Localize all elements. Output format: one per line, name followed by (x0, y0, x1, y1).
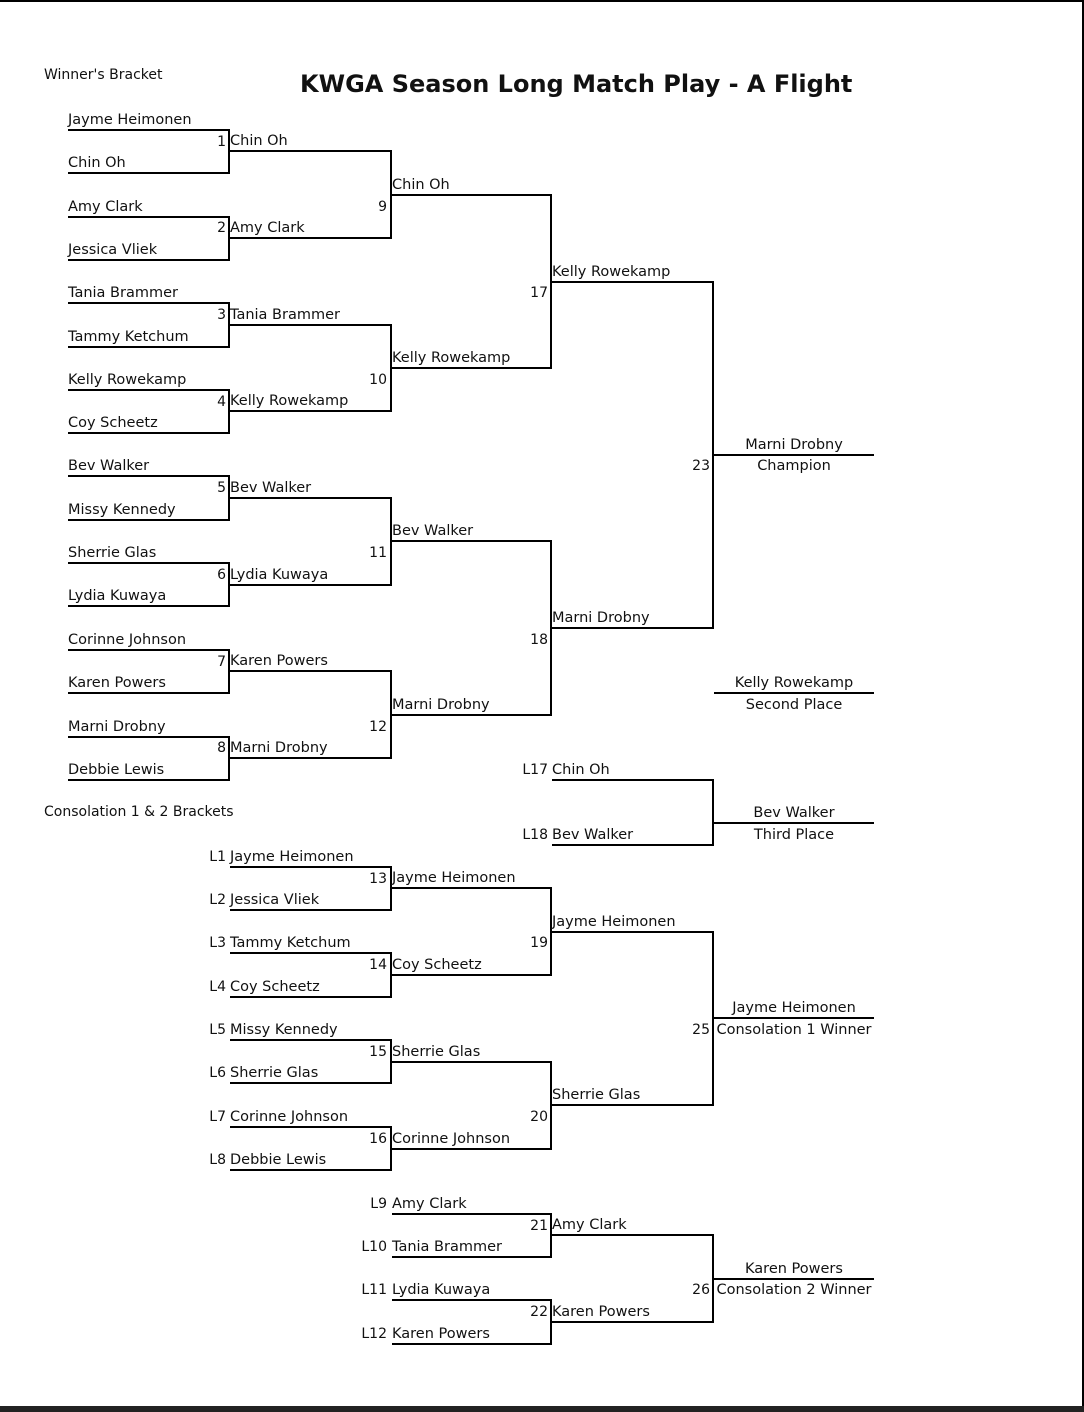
match-number-11: 11 (369, 545, 387, 561)
third-place-label: Third Place (753, 827, 835, 843)
r1-slot-8: Coy Scheetz (68, 414, 230, 434)
r1-slot-14: Karen Powers (68, 674, 230, 694)
r3-slot-1: Chin Oh (392, 176, 552, 196)
consolation-1-winner-label: Consolation 1 Winner (716, 1022, 872, 1038)
r3-slot-4: Marni Drobny (392, 696, 552, 716)
match-number-3: 3 (217, 307, 226, 323)
loser-label-l6: L6 (209, 1065, 226, 1081)
winners-bracket-heading: Winner's Bracket (44, 67, 163, 83)
match-number-16: 16 (369, 1131, 387, 1147)
champion-name: Marni Drobny (714, 436, 874, 456)
second-place-label: Second Place (745, 697, 843, 713)
page-border-top (0, 0, 1084, 2)
loser-label-l18: L18 (522, 827, 548, 843)
third-place-slot-1: Chin Oh (552, 761, 714, 781)
match-number-25: 25 (692, 1022, 710, 1038)
c1-r3-slot-1: Jayme Heimonen (552, 913, 714, 933)
loser-label-l1: L1 (209, 849, 226, 865)
match-number-7: 7 (217, 654, 226, 670)
r1-slot-15: Marni Drobny (68, 718, 230, 738)
third-place-name: Bev Walker (714, 804, 874, 824)
loser-label-l9: L9 (370, 1196, 387, 1212)
c2-r1-slot-1: Amy Clark (392, 1195, 552, 1215)
match-number-9: 9 (378, 199, 387, 215)
loser-label-l8: L8 (209, 1152, 226, 1168)
match-number-14: 14 (369, 957, 387, 973)
r1-slot-13: Corinne Johnson (68, 631, 230, 651)
c1-r2-slot-2: Coy Scheetz (392, 956, 552, 976)
c1-r1-slot-8: Debbie Lewis (230, 1151, 392, 1171)
c1-r1-slot-3: Tammy Ketchum (230, 934, 392, 954)
r1-slot-2: Chin Oh (68, 154, 230, 174)
match-number-18: 18 (530, 632, 548, 648)
match-number-6: 6 (217, 567, 226, 583)
match-11-connector (390, 499, 392, 586)
c1-r1-slot-7: Corinne Johnson (230, 1108, 392, 1128)
loser-label-l3: L3 (209, 935, 226, 951)
second-place-name: Kelly Rowekamp (714, 674, 874, 694)
c1-r2-slot-3: Sherrie Glas (392, 1043, 552, 1063)
r1-slot-3: Amy Clark (68, 198, 230, 218)
r2-slot-3: Tania Brammer (230, 306, 392, 326)
c1-r1-slot-1: Jayme Heimonen (230, 848, 392, 868)
match-20-connector (550, 1063, 552, 1150)
match-number-12: 12 (369, 719, 387, 735)
page-border-bottom (0, 1406, 1084, 1412)
match-number-13: 13 (369, 871, 387, 887)
match-number-5: 5 (217, 480, 226, 496)
r3-slot-2: Kelly Rowekamp (392, 349, 552, 369)
c1-r3-slot-2: Sherrie Glas (552, 1086, 714, 1106)
match-number-20: 20 (530, 1109, 548, 1125)
c1-r1-slot-5: Missy Kennedy (230, 1021, 392, 1041)
loser-label-l5: L5 (209, 1022, 226, 1038)
third-place-slot-2: Bev Walker (552, 826, 714, 846)
page-title: KWGA Season Long Match Play - A Flight (300, 70, 853, 98)
match-number-4: 4 (217, 394, 226, 410)
loser-label-l11: L11 (361, 1282, 387, 1298)
match-number-17: 17 (530, 285, 548, 301)
match-23-connector (712, 283, 714, 629)
r2-slot-5: Bev Walker (230, 479, 392, 499)
match-number-26: 26 (692, 1282, 710, 1298)
match-number-19: 19 (530, 935, 548, 951)
r2-slot-1: Chin Oh (230, 132, 392, 152)
r2-slot-4: Kelly Rowekamp (230, 392, 392, 412)
loser-label-l2: L2 (209, 892, 226, 908)
r1-slot-5: Tania Brammer (68, 284, 230, 304)
match-number-21: 21 (530, 1218, 548, 1234)
loser-label-l17: L17 (522, 762, 548, 778)
c1-r1-slot-2: Jessica Vliek (230, 891, 392, 911)
r1-slot-4: Jessica Vliek (68, 241, 230, 261)
r1-slot-1: Jayme Heimonen (68, 111, 230, 131)
r1-slot-9: Bev Walker (68, 457, 230, 477)
r4-slot-1: Kelly Rowekamp (552, 263, 714, 283)
c2-r1-slot-3: Lydia Kuwaya (392, 1281, 552, 1301)
r2-slot-7: Karen Powers (230, 652, 392, 672)
loser-label-l4: L4 (209, 979, 226, 995)
match-number-8: 8 (217, 740, 226, 756)
r1-slot-7: Kelly Rowekamp (68, 371, 230, 391)
c1-r2-slot-1: Jayme Heimonen (392, 869, 552, 889)
c1-r1-slot-6: Sherrie Glas (230, 1064, 392, 1084)
r1-slot-11: Sherrie Glas (68, 544, 230, 564)
r1-slot-10: Missy Kennedy (68, 501, 230, 521)
consolation-brackets-heading: Consolation 1 & 2 Brackets (44, 804, 234, 820)
match-number-23: 23 (692, 458, 710, 474)
c1-r2-slot-4: Corinne Johnson (392, 1130, 552, 1150)
r2-slot-8: Marni Drobny (230, 739, 392, 759)
r1-slot-12: Lydia Kuwaya (68, 587, 230, 607)
match-18-connector (550, 542, 552, 716)
loser-label-l12: L12 (361, 1326, 387, 1342)
loser-label-l7: L7 (209, 1109, 226, 1125)
r3-slot-3: Bev Walker (392, 522, 552, 542)
consolation-1-winner-name: Jayme Heimonen (714, 999, 874, 1019)
r1-slot-6: Tammy Ketchum (68, 328, 230, 348)
champion-label: Champion (757, 458, 831, 474)
r4-slot-2: Marni Drobny (552, 609, 714, 629)
c2-r1-slot-2: Tania Brammer (392, 1238, 552, 1258)
match-number-1: 1 (217, 134, 226, 150)
consolation-2-winner-label: Consolation 2 Winner (716, 1282, 872, 1298)
c2-r2-slot-2: Karen Powers (552, 1303, 714, 1323)
match-number-10: 10 (369, 372, 387, 388)
match-10-connector (390, 326, 392, 412)
c1-r1-slot-4: Coy Scheetz (230, 978, 392, 998)
consolation-2-winner-name: Karen Powers (714, 1260, 874, 1280)
match-number-22: 22 (530, 1304, 548, 1320)
r2-slot-2: Amy Clark (230, 219, 392, 239)
r1-slot-16: Debbie Lewis (68, 761, 230, 781)
match-25-connector (712, 933, 714, 1106)
c2-r2-slot-1: Amy Clark (552, 1216, 714, 1236)
r2-slot-6: Lydia Kuwaya (230, 566, 392, 586)
loser-label-l10: L10 (361, 1239, 387, 1255)
match-number-15: 15 (369, 1044, 387, 1060)
c2-r1-slot-4: Karen Powers (392, 1325, 552, 1345)
match-number-2: 2 (217, 220, 226, 236)
